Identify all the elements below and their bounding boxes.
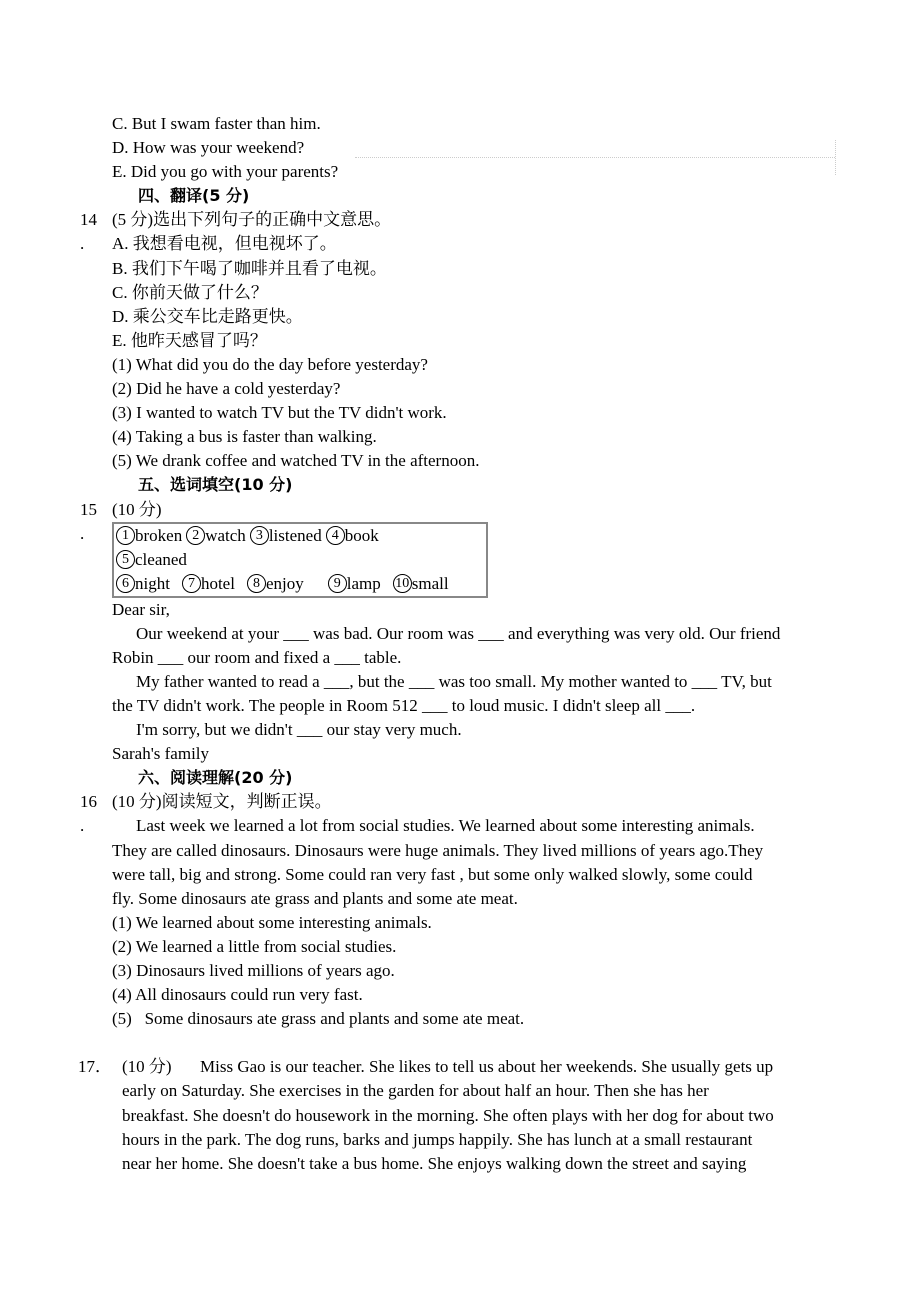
passage-line <box>0 1055 920 1079</box>
cn-option: A. 我想看电视，但电视坏了。 <box>112 234 337 254</box>
option-c: C. But I swam faster than him. <box>112 114 321 133</box>
word-option <box>116 574 170 593</box>
passage-line: were tall, big and strong. Some could ran very fast , but some only walked slowly, some could <box>112 864 753 884</box>
word-text: night <box>135 573 170 593</box>
passage-line: breakfast. She doesn't do housework in the morning. She often plays with her dog for about two <box>122 1105 774 1125</box>
option-e: E. Did you go with your parents? <box>112 162 339 182</box>
points: (10 分) <box>122 1057 172 1077</box>
question-number: 16 <box>80 792 97 812</box>
circled-number: 9 <box>328 574 347 593</box>
word-text: lamp <box>346 573 381 593</box>
judgement-item: (5) Some dinosaurs ate grass and plants and some ate meat. <box>112 1009 525 1029</box>
translation-item: (2) Did he have a cold yesterday? <box>112 379 341 399</box>
translation-item: (5) We drank coffee and watched TV in the afternoon. <box>112 451 480 471</box>
prompt-text: (10 分)阅读短文，判断正误。 <box>112 792 332 812</box>
word-option <box>326 526 379 545</box>
cn-option: B. 我们下午喝了咖啡并且看了电视。 <box>112 258 387 278</box>
translation-item: (4) Taking a bus is faster than walking. <box>112 427 377 447</box>
word-text: small <box>411 573 449 593</box>
bullet-dot: . <box>80 234 85 254</box>
circled-number: 1 <box>116 526 135 545</box>
word-text: broken <box>135 525 183 545</box>
passage-line: fly. Some dinosaurs ate grass and plants and some ate meat. <box>112 888 518 908</box>
option-d: D. How was your weekend? <box>112 138 305 158</box>
circled-number: 7 <box>182 574 201 593</box>
section-heading-translation: 四、翻译(5 分) <box>138 186 250 206</box>
judgement-item: (2) We learned a little from social studies. <box>112 936 397 956</box>
passage-line: near her home. She doesn't take a bus home. She enjoys walking down the street and saying <box>122 1153 747 1173</box>
word-box-row <box>116 524 484 548</box>
passage-line: They are called dinosaurs. Dinosaurs were huge animals. They lived millions of years ago.They <box>112 840 764 860</box>
translation-item: (3) I wanted to watch TV but the TV didn't work. <box>112 403 447 423</box>
word-text: hotel <box>200 573 235 593</box>
letter-line: Robin ___ our room and fixed a ___ table. <box>112 647 402 667</box>
circled-number: 4 <box>326 526 345 545</box>
judgement-item: (3) Dinosaurs lived millions of years ago. <box>112 961 395 980</box>
question-number: 15 <box>80 499 97 519</box>
circled-number: 5 <box>116 550 135 569</box>
letter-line: My father wanted to read a ___, but the ___ was too small. My mother wanted to ___ TV, but <box>136 671 772 691</box>
section-heading-fill-blank: 五、选词填空(10 分) <box>138 475 293 495</box>
bullet-dot: . <box>80 523 85 543</box>
circled-number: 2 <box>186 526 205 545</box>
circled-number: 10 <box>393 574 412 593</box>
prompt-text: (10 分) <box>112 499 162 519</box>
word-box-row <box>116 548 484 572</box>
word-text: enjoy <box>265 573 304 593</box>
word-option <box>186 526 246 545</box>
passage-text: Miss Gao is our teacher. She likes to tell us about her weekends. She usually gets up <box>200 1057 774 1077</box>
circled-number: 6 <box>116 574 135 593</box>
letter-line: Our weekend at your ___ was bad. Our room was ___ and everything was very old. Our friend <box>136 623 781 643</box>
question-number: 17． <box>78 1057 112 1077</box>
letter-greeting: Dear sir, <box>112 599 170 619</box>
letter-signature: Sarah's family <box>112 744 210 764</box>
passage-line: Last week we learned a lot from social studies. We learned about some interesting animals. <box>136 816 755 836</box>
word-text: listened <box>268 525 322 545</box>
word-text: watch <box>205 525 246 545</box>
blank-line <box>0 1031 920 1055</box>
word-option <box>182 574 235 593</box>
document-page <box>0 112 920 1176</box>
passage-line: hours in the park. The dog runs, barks and jumps happily. She has lunch at a small restaurant <box>122 1129 753 1149</box>
cn-option: D. 乘公交车比走路更快。 <box>112 306 303 326</box>
question-number: 14 <box>80 210 97 230</box>
word-option <box>393 574 449 593</box>
passage-line: early on Saturday. She exercises in the garden for about half an hour. Then she has her <box>122 1081 709 1101</box>
word-text: cleaned <box>135 549 187 569</box>
word-option <box>116 526 182 545</box>
judgement-item: (4) All dinosaurs could run very fast. <box>112 985 363 1005</box>
word-option <box>116 550 187 569</box>
word-option <box>247 574 304 593</box>
word-box <box>112 522 488 598</box>
prompt-text: (5 分)选出下列句子的正确中文意思。 <box>112 210 392 230</box>
word-box-row <box>116 572 484 596</box>
translation-item: (1) What did you do the day before yesterday? <box>112 354 428 374</box>
circled-number: 3 <box>250 526 269 545</box>
cn-option: E. 他昨天感冒了吗？ <box>112 330 267 350</box>
judgement-item: (1) We learned about some interesting animals. <box>112 912 432 932</box>
question-17 <box>0 1055 920 1175</box>
letter-line: the TV didn't work. The people in Room 512 ___ to loud music. I didn't sleep all ___. <box>112 695 696 715</box>
word-option <box>250 526 322 545</box>
letter-line: I'm sorry, but we didn't ___ our stay very much. <box>136 720 462 740</box>
word-text: book <box>344 525 379 545</box>
word-option <box>328 574 381 593</box>
bullet-dot: . <box>80 816 85 836</box>
section-heading-reading: 六、阅读理解(20 分) <box>138 768 293 788</box>
cn-option: C. 你前天做了什么？ <box>112 282 268 302</box>
circled-number: 8 <box>247 574 266 593</box>
